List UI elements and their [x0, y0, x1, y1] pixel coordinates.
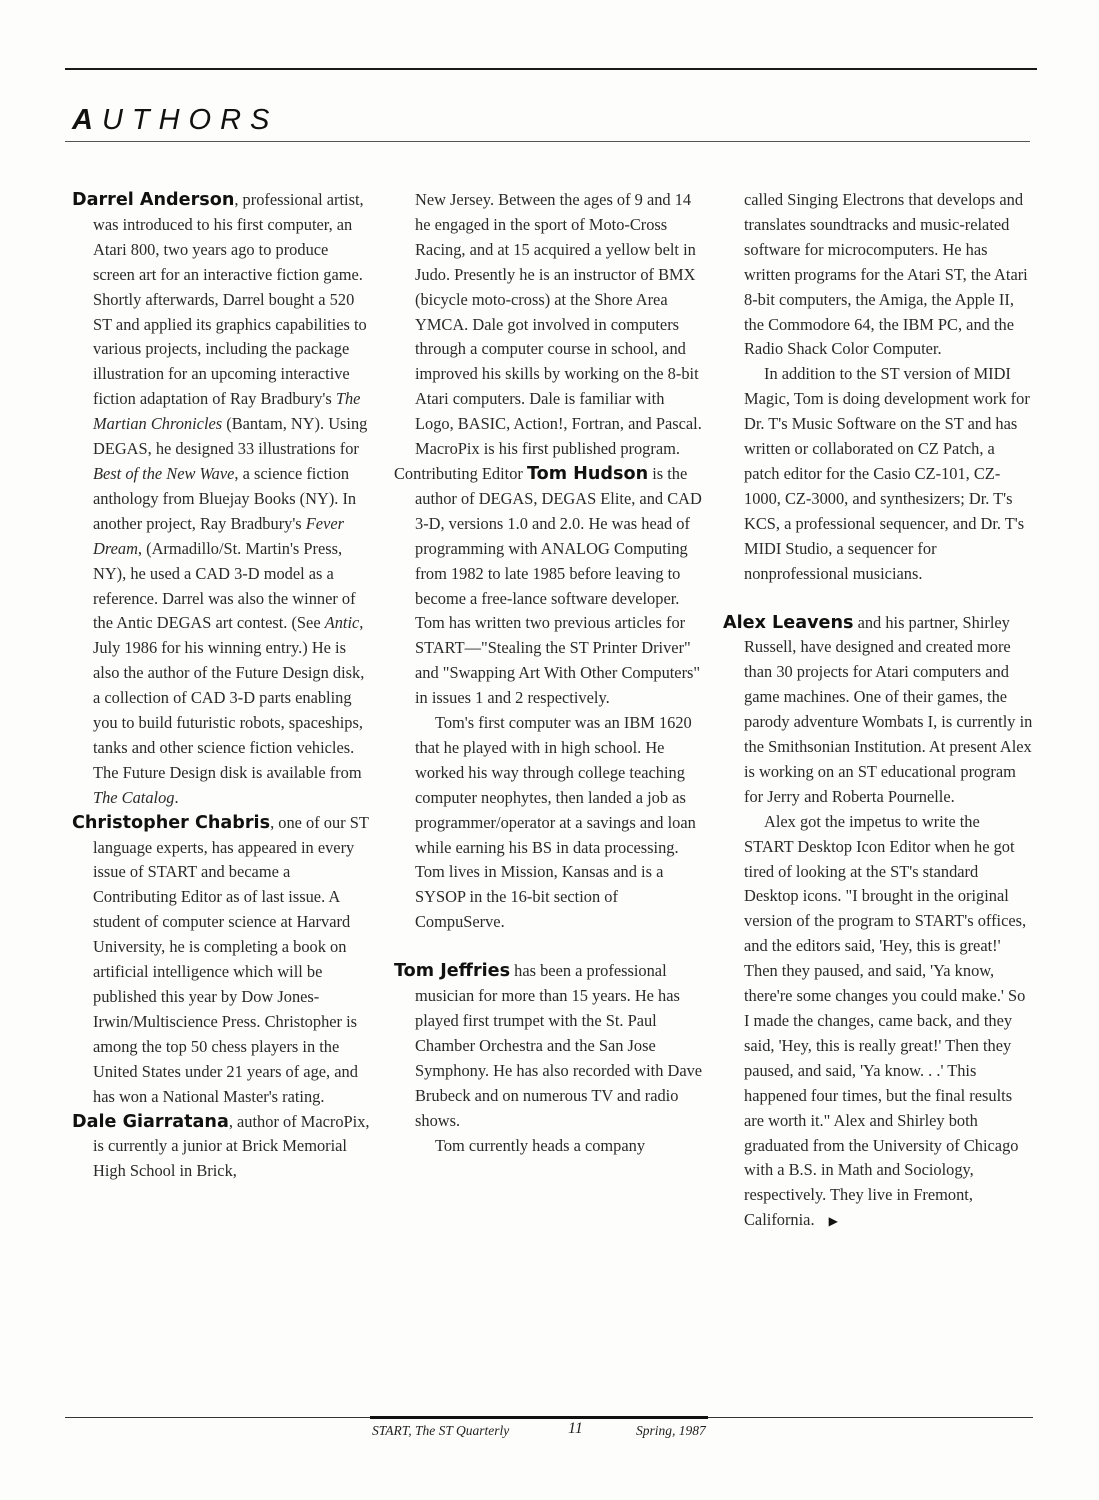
bio-text: , professional artist, was introduced to his first computer, an Atari 800, two years ago to produce screen art for an interactive fiction game. Shortly afterwards, Darrel bought a 520 ST and applied its graphics capabilities to various projects, including the package illustration for an upcoming interactive fiction adaptation of Ray Bradbury's — [93, 190, 367, 409]
bio-text: is the author of DEGAS, DEGAS Elite, and CAD 3-D, versions 1.0 and 2.0. He was head of programming with ANALOG Computing from 1982 to late 1985 before leaving to become a free-lance software developer. Tom has written two previous articles for START—"Stealing the ST Printer Driver" and "Swapping Art With Other Computers" in issues 1 and 2 respectively. — [415, 463, 702, 708]
bio-alex-leavens-paragraph-2 — [723, 810, 1033, 1234]
footer-page-number: 11 — [568, 1420, 583, 1437]
column-2 — [394, 188, 704, 1158]
column-3 — [723, 188, 1033, 1234]
bio-text: , one of our ST language experts, has appeared in every issue of START and became a Contributing Editor as of last issue. A student of computer science at Harvard University, he is completing a book on artificial intelligence which will be published this year by Dow Jones-Irwin/Multiscience Press. Christopher is among the top 50 chess players in the United States under 21 years of age, and has won a National Master's rating. — [93, 812, 369, 1106]
heading-rest: UTHORS — [101, 104, 279, 136]
bio-text: , a science fiction anthology from Bluejay Books (NY). In another project, Ray Bradbury's — [93, 463, 357, 533]
author-name: Tom Hudson — [526, 463, 649, 484]
magazine-title: Antic — [324, 613, 360, 633]
bio-tom-hudson — [394, 462, 704, 711]
author-name: Dale Giarratana — [72, 1111, 229, 1132]
heading-initial: A — [72, 104, 102, 136]
bio-text: Alex got the impetus to write the START Desktop Icon Editor when he got tired of looking at the ST's standard Desktop icons. "I brought in the original version of the program to START's offices, and the editors said, 'Hey, this is great!' Then they paused, and said, 'Ya know, there're some changes you could make.' So I made the changes, came back, and they said, 'Hey, this is really great!' Then they paused, and said, 'Ya know. . .' This happened four times, but the final results are worth it." Alex and Shirley both graduated from the University of Chicago with a B.S. in Math and Sociology, respectively. They live in Fremont, California. — [744, 811, 1027, 1230]
section-heading — [72, 104, 278, 137]
bio-text: . — [174, 787, 179, 807]
bio-tom-hudson-paragraph-2: Tom's first computer was an IBM 1620 that he played with in high school. He worked his way through college teaching computer neophytes, then landed a job as programmer/operator at a savings and loan while earning his BS in data processing. Tom lives in Mission, Kansas and is a SYSOP in the 16-bit section of CompuServe. — [415, 713, 696, 932]
heading-rule — [65, 141, 1030, 142]
bio-dale-giarratana — [72, 1110, 372, 1185]
bio-text: (Bantam, NY). Using DEGAS, he designed 33 illustrations for — [93, 414, 368, 459]
bio-text: , July 1986 for his winning entry.) He is also the author of the Future Design disk, a collection of CAD 3-D parts enabling you to build futuristic robots, spaceships, tanks and other science fiction vehicles. The Future Design disk is available from — [93, 613, 365, 782]
continue-arrow-icon: ▶ — [828, 1214, 838, 1229]
book-title: Best of the New Wave — [93, 463, 235, 483]
book-title: The Martian Chronicles — [93, 389, 361, 434]
bio-darrel-anderson — [72, 188, 372, 811]
catalog-title: The Catalog — [93, 787, 175, 807]
top-rule — [65, 68, 1037, 70]
author-name: Alex Leavens — [723, 612, 854, 633]
author-name: Tom Jeffries — [394, 961, 511, 982]
bio-tom-jeffries-paragraph-2: Tom currently heads a company — [435, 1135, 646, 1155]
bio-christopher-chabris — [72, 811, 372, 1110]
bio-tom-jeffries-paragraph-3: In addition to the ST version of MIDI Magic, Tom is doing development work for Dr. T's Music Software on the ST and has written or collaborated on CZ Patch, a patch editor for the Casio CZ-101, CZ-1000, CZ-3000, and synthesizers; Dr. T's KCS, a professional sequencer, and Dr. T's MIDI Studio, a sequencer for nonprofessional musicians. — [744, 364, 1030, 583]
bio-tom-jeffries-continued: called Singing Electrons that develops and translates soundtracks and music-related software for microcomputers. He has written programs for the Atari ST, the Atari 8-bit computers, the Amiga, the Apple II, the Commodore 64, the IBM PC, and the Radio Shack Color Computer. — [744, 190, 1028, 359]
bio-text: and his partner, Shirley Russell, have designed and created more than 30 projects for Atari computers and game machines. One of their games, the parody adventure Wombats I, is currently in the Smithsonian Institution. At present Alex is working on an ST educational program for Jerry and Roberta Pournelle. — [744, 612, 1033, 806]
bio-text: , (Armadillo/St. Martin's Press, NY), he used a CAD 3-D model as a reference. Darrel was also the winner of the Antic DEGAS art contest. (See — [93, 538, 356, 633]
bio-tom-jeffries — [394, 959, 704, 1133]
column-1 — [72, 188, 372, 1184]
author-name: Christopher Chabris — [72, 812, 271, 833]
bio-text: , author of MacroPix, is currently a junior at Brick Memorial High School in Brick, — [93, 1111, 370, 1181]
bio-dale-giarratana-continued: New Jersey. Between the ages of 9 and 14 he engaged in the sport of Moto-Cross Racing, and at 15 acquired a yellow belt in Judo. Presently he is an instructor of BMX (bicycle moto-cross) at the Shore Area YMCA. Dale got involved in computers through a computer course in school, and improved his skills by working on the 8-bit Atari computers. Dale is familiar with Logo, BASIC, Action!, Fortran, and Pascal. MacroPix is his first published program. — [415, 190, 702, 459]
bio-alex-leavens — [723, 611, 1033, 810]
footer-rule-bar — [370, 1416, 708, 1419]
author-name: Darrel Anderson — [72, 190, 235, 210]
footer-publication: START, The ST Quarterly — [372, 1423, 510, 1438]
footer-issue: Spring, 1987 — [636, 1423, 706, 1438]
book-title: Fever Dream — [93, 513, 345, 558]
bio-text: has been a professional musician for more than 15 years. He has played first trumpet with the St. Paul Chamber Orchestra and the San Jose Symphony. He has also recorded with Dave Brubeck and on numerous TV and radio shows. — [415, 961, 703, 1130]
author-title: Contributing Editor — [394, 463, 527, 483]
